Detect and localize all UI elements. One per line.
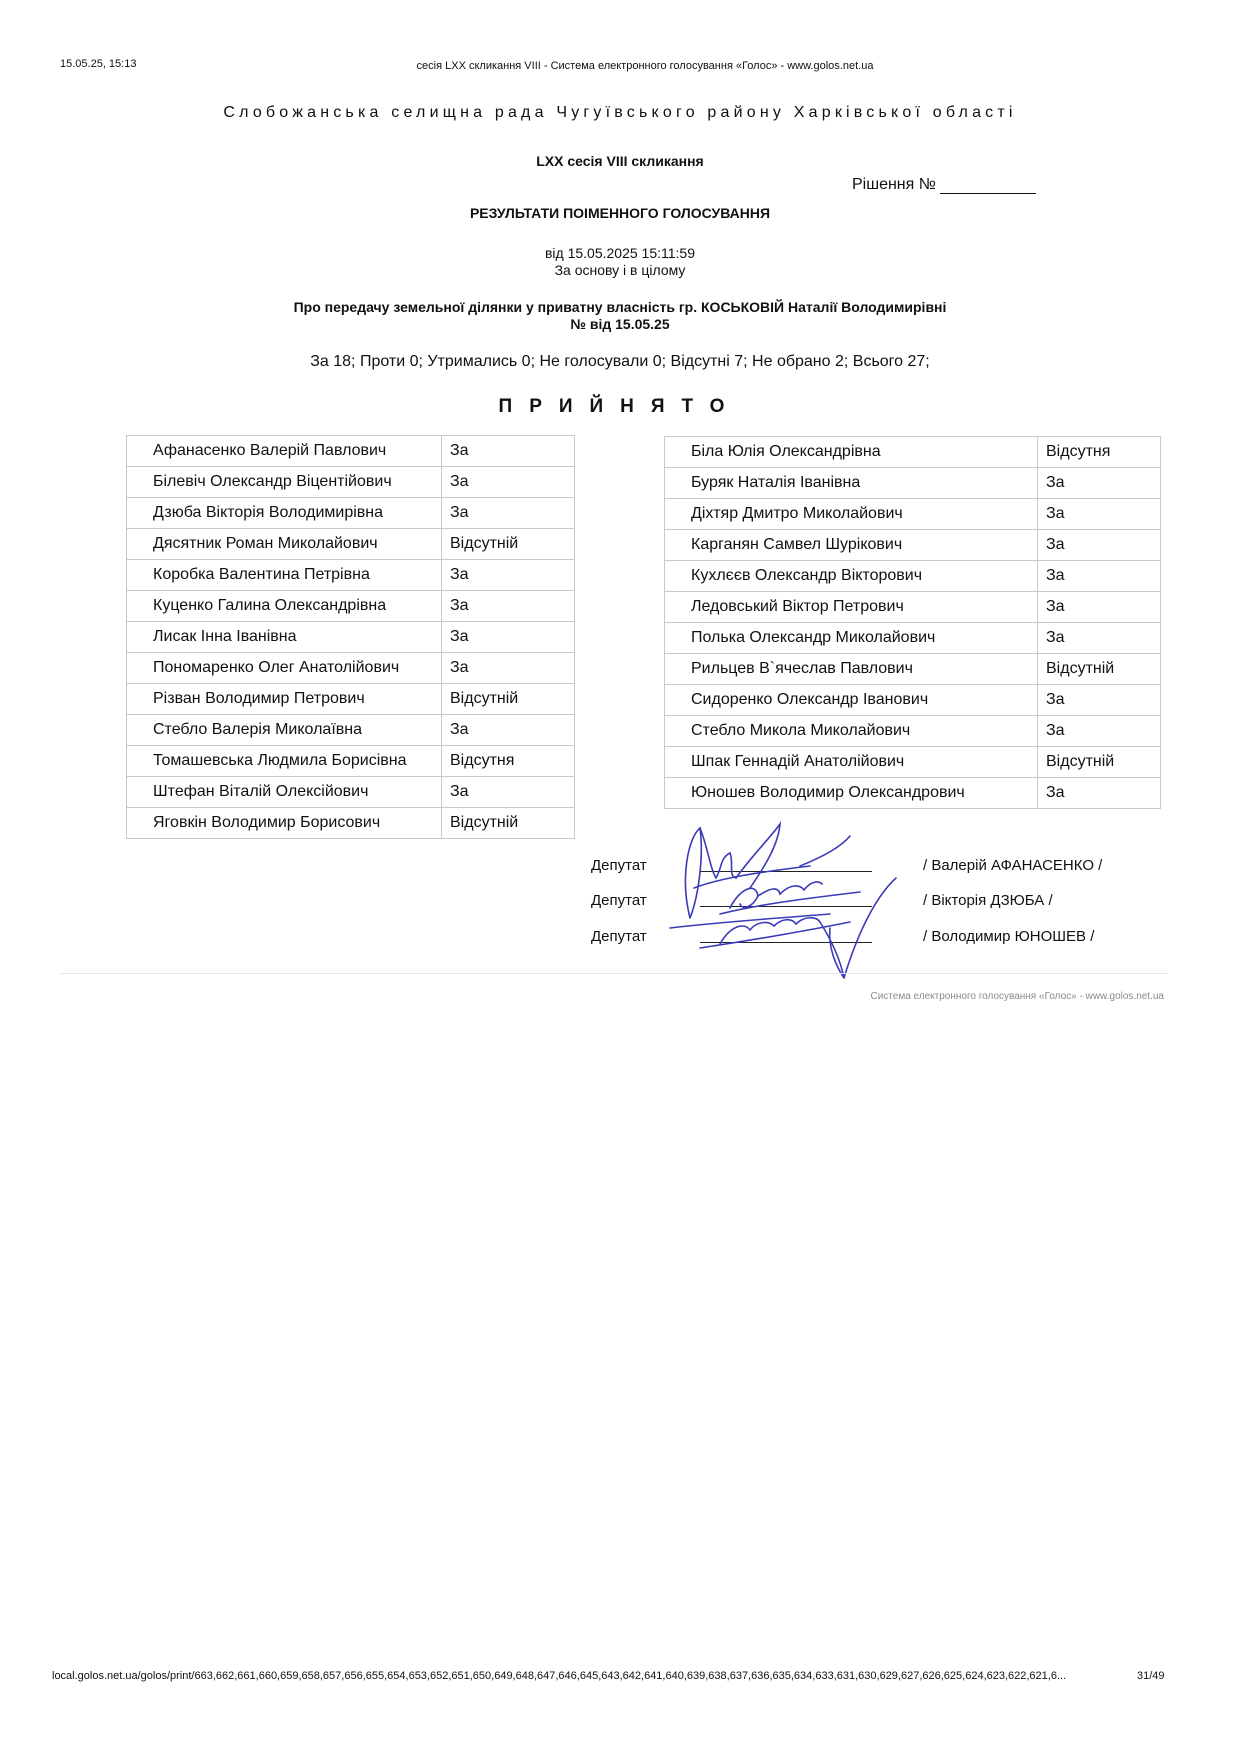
vote-row [665, 716, 1161, 747]
deputy-vote: За [442, 591, 575, 622]
deputy-vote: Відсутній [442, 684, 575, 715]
deputy-vote: За [442, 653, 575, 684]
results-title: РЕЗУЛЬТАТИ ПОІМЕННОГО ГОЛОСУВАННЯ [469, 205, 771, 221]
vote-row [665, 778, 1161, 809]
deputy-name: Дзюба Вікторія Володимирівна [127, 498, 442, 529]
deputy-vote: За [442, 467, 575, 498]
session-title: LXX сесія VIII скликання [536, 153, 704, 169]
vote-row [665, 654, 1161, 685]
vote-row [127, 808, 575, 839]
vote-basis: За основу і в цілому [554, 262, 686, 278]
deputy-vote: За [1038, 685, 1161, 716]
vote-row [127, 622, 575, 653]
deputy-name: Шпак Геннадій Анатолійович [665, 747, 1038, 778]
deputy-vote: За [1038, 778, 1161, 809]
print-page-title: сесія LXX скликання VIII - Система електронного голосування «Голос» - www.golos.net.ua [416, 60, 874, 72]
deputy-vote: За [442, 498, 575, 529]
deputy-vote: За [1038, 561, 1161, 592]
deputy-vote: За [1038, 716, 1161, 747]
vote-row [127, 529, 575, 560]
deputy-name: Стебло Валерія Миколаївна [127, 715, 442, 746]
page-number: 31/49 [1137, 1670, 1165, 1682]
vote-outcome: ПРИЙНЯТО [498, 396, 742, 417]
vote-row [665, 437, 1161, 468]
vote-row [665, 685, 1161, 716]
signatory-name: / Валерій АФАНАСЕНКО / [923, 857, 1103, 874]
deputy-vote: За [442, 715, 575, 746]
vote-row [127, 560, 575, 591]
council-name: Слобожанська селищна рада Чугуївського району Харківської області [223, 104, 1017, 121]
deputy-vote: За [442, 777, 575, 808]
decision-label: Рішення № [852, 176, 936, 193]
deputy-vote: Відсутній [442, 808, 575, 839]
signatory-label: Депутат [591, 928, 647, 945]
deputy-vote: Відсутня [442, 746, 575, 777]
deputy-name: Яговкін Володимир Борисович [127, 808, 442, 839]
deputy-vote: Відсутній [1038, 747, 1161, 778]
vote-row [665, 561, 1161, 592]
deputy-vote: Відсутній [442, 529, 575, 560]
vote-summary: За 18; Проти 0; Утримались 0; Не голосували 0; Відсутні 7; Не обрано 2; Всього 27; [310, 353, 930, 370]
votes-table-right [664, 436, 1161, 809]
deputy-vote: За [1038, 499, 1161, 530]
deputy-vote: За [442, 622, 575, 653]
subject-number: № від 15.05.25 [570, 316, 670, 332]
deputy-name: Різван Володимир Петрович [127, 684, 442, 715]
deputy-vote: За [1038, 530, 1161, 561]
deputy-name: Сидоренко Олександр Іванович [665, 685, 1038, 716]
deputy-name: Куценко Галина Олександрівна [127, 591, 442, 622]
footer-divider [60, 973, 1168, 974]
deputy-name: Білевіч Олександр Віцентійович [127, 467, 442, 498]
signatory-name: / Вікторія ДЗЮБА / [923, 892, 1053, 909]
deputy-name: Юношев Володимир Олександрович [665, 778, 1038, 809]
vote-row [127, 498, 575, 529]
signature-afanasenko [685, 824, 810, 918]
signatory-label: Депутат [591, 892, 647, 909]
handwritten-signatures [660, 818, 920, 988]
vote-row [665, 468, 1161, 499]
vote-row [127, 591, 575, 622]
system-footer: Система електронного голосування «Голос» - www.golos.net.ua [870, 991, 1164, 1002]
vote-row [665, 499, 1161, 530]
deputy-vote: За [1038, 468, 1161, 499]
deputy-name: Штефан Віталій Олексійович [127, 777, 442, 808]
deputy-name: Лисак Інна Іванівна [127, 622, 442, 653]
vote-row [665, 530, 1161, 561]
deputy-name: Рильцев В`ячеслав Павлович [665, 654, 1038, 685]
vote-row [127, 746, 575, 777]
deputy-name: Афанасенко Валерій Павлович [127, 436, 442, 467]
print-timestamp: 15.05.25, 15:13 [60, 58, 137, 70]
deputy-name: Кухлєєв Олександр Вікторович [665, 561, 1038, 592]
decision-number [852, 176, 1036, 194]
vote-row [127, 467, 575, 498]
vote-date: від 15.05.2025 15:11:59 [544, 245, 696, 261]
deputy-name: Буряк Наталія Іванівна [665, 468, 1038, 499]
vote-row [127, 715, 575, 746]
deputy-name: Карганян Самвел Шурікович [665, 530, 1038, 561]
deputy-name: Полька Олександр Миколайович [665, 623, 1038, 654]
deputy-name: Коробка Валентина Петрівна [127, 560, 442, 591]
vote-row [665, 747, 1161, 778]
deputy-vote: За [442, 436, 575, 467]
vote-row [665, 623, 1161, 654]
deputy-name: Ледовський Віктор Петрович [665, 592, 1038, 623]
subject-title: Про передачу земельної ділянки у приватну власність гр. КОСЬКОВІЙ Наталії Володимирівні [293, 299, 947, 315]
signature-dzyuba [720, 836, 860, 914]
deputy-name: Томашевська Людмила Борисівна [127, 746, 442, 777]
deputy-vote: За [1038, 623, 1161, 654]
signatory-label: Депутат [591, 857, 647, 874]
signatory-name: / Володимир ЮНОШЕВ / [923, 928, 1095, 945]
vote-row [665, 592, 1161, 623]
signature-yunoshev [670, 878, 896, 978]
vote-row [127, 436, 575, 467]
deputy-vote: Відсутня [1038, 437, 1161, 468]
print-url: local.golos.net.ua/golos/print/663,662,661,660,659,658,657,656,655,654,653,652,651,650,649,648,647,646,645,643,642,641,640,639,638,637,636,635,634,633,631,630,629,627,626,625,624,623,622,621,6... [52, 1670, 1067, 1682]
deputy-name: Дясятник Роман Миколайович [127, 529, 442, 560]
deputy-name: Стебло Микола Миколайович [665, 716, 1038, 747]
deputy-name: Пономаренко Олег Анатолійович [127, 653, 442, 684]
deputy-vote: Відсутній [1038, 654, 1161, 685]
vote-row [127, 684, 575, 715]
deputy-vote: За [1038, 592, 1161, 623]
deputy-name: Діхтяр Дмитро Миколайович [665, 499, 1038, 530]
vote-row [127, 653, 575, 684]
vote-row [127, 777, 575, 808]
votes-table-left [126, 435, 575, 839]
decision-blank-line [940, 179, 1036, 194]
deputy-vote: За [442, 560, 575, 591]
deputy-name: Біла Юлія Олександрівна [665, 437, 1038, 468]
